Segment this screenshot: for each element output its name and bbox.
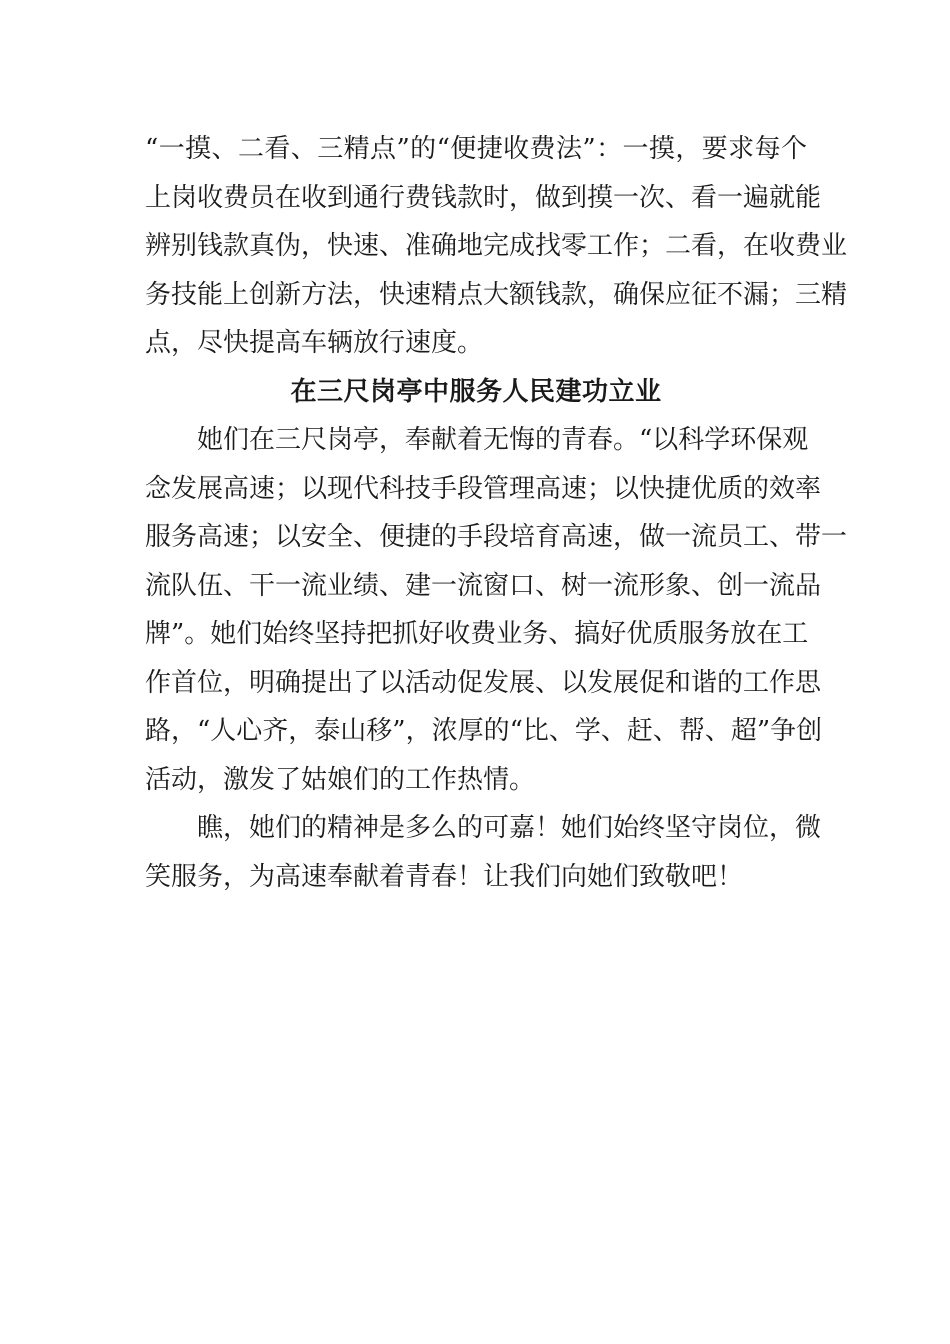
- paragraph-2: [145, 416, 848, 804]
- paragraph-line: 上岗收费员在收到通行费钱款时，做到摸一次、看一遍就能: [145, 182, 822, 213]
- paragraph-line: 瞧，她们的精神是多么的可嘉！她们始终坚守岗位，微: [197, 813, 822, 843]
- paragraph-line: 笑服务，为高速奉献着青春！让我们向她们致敬吧！: [145, 861, 744, 892]
- intro-paragraph: [145, 125, 848, 368]
- paragraph-line: “一摸、二看、三精点”的“便捷收费法”：一摸，要求每个: [145, 134, 807, 164]
- paragraph-line: 她们在三尺岗亭，奉献着无悔的青春。“以科学环保观: [197, 425, 809, 455]
- paragraph-line: 牌”。她们始终坚持把抓好收费业务、搞好优质服务放在工: [145, 619, 809, 649]
- paragraph-line: 活动，激发了姑娘们的工作热情。: [145, 764, 536, 795]
- paragraph-line: 点，尽快提高车辆放行速度。: [145, 328, 484, 358]
- paragraph-line: 务技能上创新方法，快速精点大额钱款，确保应征不漏；三精: [145, 279, 848, 310]
- paragraph-3: [145, 804, 822, 901]
- paragraph-line: 路，“人心齐，泰山移”，浓厚的“比、学、赶、帮、超”争创: [145, 716, 823, 746]
- section-heading: 在三尺岗亭中服务人民建功立业: [290, 376, 662, 407]
- paragraph-line: 服务高速；以安全、便捷的手段培育高速，做一流员工、带一: [145, 522, 848, 552]
- paragraph-line: 流队伍、干一流业绩、建一流窗口、树一流形象、创一流品: [145, 570, 822, 601]
- paragraph-line: 念发展高速；以现代科技手段管理高速；以快捷优质的效率: [145, 473, 822, 504]
- paragraph-line: 作首位，明确提出了以活动促发展、以发展促和谐的工作思: [145, 667, 822, 698]
- document-body: [145, 125, 848, 901]
- paragraph-line: 辨别钱款真伪，快速、准确地完成找零工作；二看，在收费业: [145, 231, 848, 261]
